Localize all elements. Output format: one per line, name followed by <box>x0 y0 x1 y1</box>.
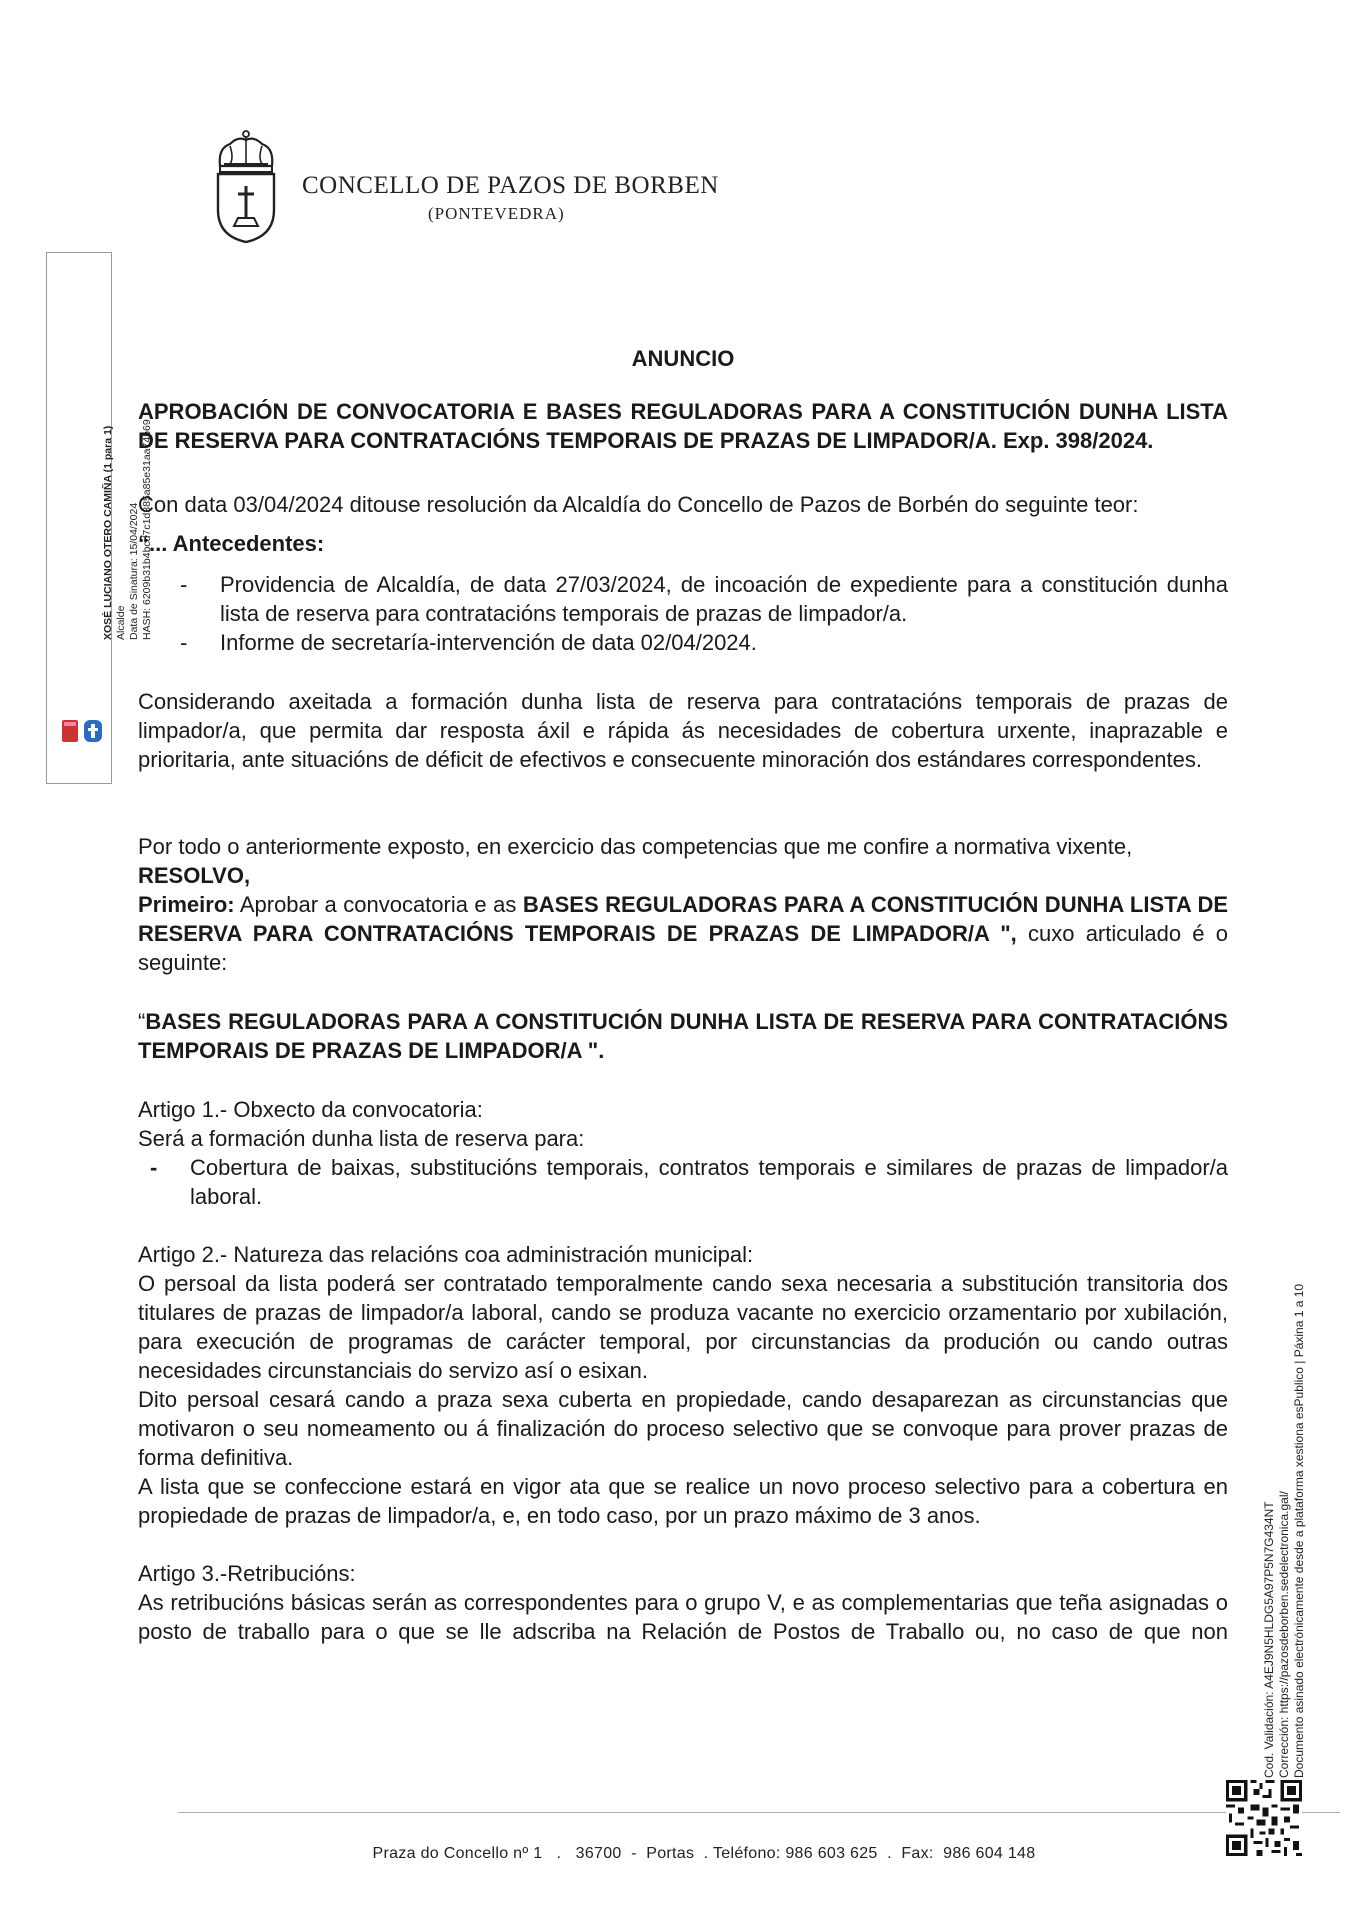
signature-date: Data de Sinatura: 15/04/2024 <box>128 502 140 640</box>
validation-code: Cod. Validación: A4EJ9N5HLDG5A97P5N7G434NT <box>1262 1501 1276 1778</box>
article-1-text: Será a formación dunha lista de reserva para: <box>138 1126 585 1151</box>
qr-code-icon <box>1226 1780 1302 1856</box>
validation-document: Documento asinado electrónicamente desde a plataforma xestiona esPublico | Páxina 1 a 10 <box>1292 1283 1306 1778</box>
article-1-title: Artigo 1.- Obxecto da convocatoria: <box>138 1097 483 1122</box>
signature-hash: HASH: 6209b31b4bcd7c1d385a85e31aa74b69 <box>141 419 153 640</box>
document-heading: ANUNCIO <box>631 346 735 371</box>
article-3-title: Artigo 3.-Retribucións: <box>138 1561 356 1586</box>
footer-divider <box>178 1812 1230 1813</box>
primeiro-paragraph: Primeiro: Aprobar a convocatoria e as BASES REGULADORAS PARA A CONSTITUCIÓN DUNHA LISTA DE RESERVA PARA CONTRATACIÓNS TEMPORAIS DE PRAZAS DE LIMPADOR/A ", cuxo articulado é o seguinte: <box>138 892 1229 975</box>
organization-name: CONCELLO DE PAZOS DE BORBEN <box>302 172 719 199</box>
article-2-paragraph-2: Dito persoal cesará cando a praza sexa cuberta en propiedade, cando desaparezan as circunstancias que motivaron o seu nomeamento ou á finalización do proceso selectivo que se convoque para prover prazas de forma definitiva. <box>138 1387 1228 1470</box>
footer-address: Praza do Concello nº 1 . 36700 - Portas . Teléfono: 986 603 625 . Fax: 986 604 148 <box>372 1845 1036 1862</box>
por-todo-paragraph: Por todo o anteriormente exposto, en exercicio das competencias que me confire a normativa vixente, <box>138 834 1133 859</box>
document-title: APROBACIÓN DE CONVOCATORIA E BASES REGULADORAS PARA A CONSTITUCIÓN DUNHA LISTA DE RESERVA PARA CONTRATACIÓNS TEMPORAIS DE PRAZAS DE LIMPADOR/A. Exp. 398/2024. <box>138 399 1228 453</box>
document-body <box>138 344 1228 1646</box>
list-item: - Providencia de Alcaldía, de data 27/03/2024, de incoación de expediente para a constitución dunha lista de reserva para contratacións temporais de prazas de limpador/a. <box>180 572 1228 626</box>
list-item: - Cobertura de baixas, substitucións temporais, contratos temporais e similares de prazas de limpador/a laboral. <box>150 1155 1228 1209</box>
validation-correction: Corrección: https://pazosdeborben.sedelectronica.gal/ <box>1277 1491 1291 1778</box>
signer-role: Alcalde <box>115 605 127 640</box>
considerando-paragraph: Considerando axeitada a formación dunha lista de reserva para contratacións temporais de prazas de limpador/a, que permita dar resposta áxil e rápida ás necesidades de cobertura urxente, inaprazable e prioritaria, ante situacións de déficit de efectivos e consecuente minoración dos estándares correspondentes. <box>138 689 1228 772</box>
municipal-seal-icon <box>60 712 104 752</box>
article-2-paragraph-3: A lista que se confeccione estará en vigor ata que se realice un novo proceso selectivo para a cobertura en propiedade de prazas de limpador/a, e, en todo caso, por un prazo máximo de 3 anos. <box>138 1474 1228 1528</box>
article-3-text: As retribucións básicas serán as correspondentes para o grupo V, e as complementarias que teña asignadas o posto de traballo para o que se lle adscriba na Relación de Postos de Traballo ou, no caso de que non <box>138 1590 1228 1644</box>
footer-divider-right <box>1300 1812 1340 1813</box>
article-2-paragraph-1: O persoal da lista poderá ser contratado temporalmente cando sexa necesaria a substitución transitoria dos titulares de prazas de limpador/a laboral, cando se produza vacante no exercicio orzamentario por xubilación, para execución de programas de carácter temporal, por circunstancias da produción ou cando outras necesidades circunstanciais do servizo así o esixan. <box>138 1271 1228 1383</box>
validation-block <box>1262 1284 1307 1778</box>
bases-title: “BASES REGULADORAS PARA A CONSTITUCIÓN DUNHA LISTA DE RESERVA PARA CONTRATACIÓNS TEMPORAIS DE PRAZAS DE LIMPADOR/A ". <box>138 1009 1228 1063</box>
organization-region: (PONTEVEDRA) <box>428 204 565 223</box>
article-2-title: Artigo 2.- Natureza das relacións coa administración municipal: <box>138 1242 754 1267</box>
coat-of-arms-icon <box>210 128 282 246</box>
list-item: - Informe de secretaría-intervención de data 02/04/2024. <box>180 630 757 655</box>
antecedentes-label: “... Antecedentes: <box>138 531 325 556</box>
resolvo-label: RESOLVO, <box>138 863 251 888</box>
intro-paragraph: Con data 03/04/2024 ditouse resolución da Alcaldía do Concello de Pazos de Borbén do seguinte teor: <box>138 492 1139 517</box>
signer-name: XOSÉ LUCIANO OTERO CAMIÑA (1 para 1) <box>102 425 114 640</box>
